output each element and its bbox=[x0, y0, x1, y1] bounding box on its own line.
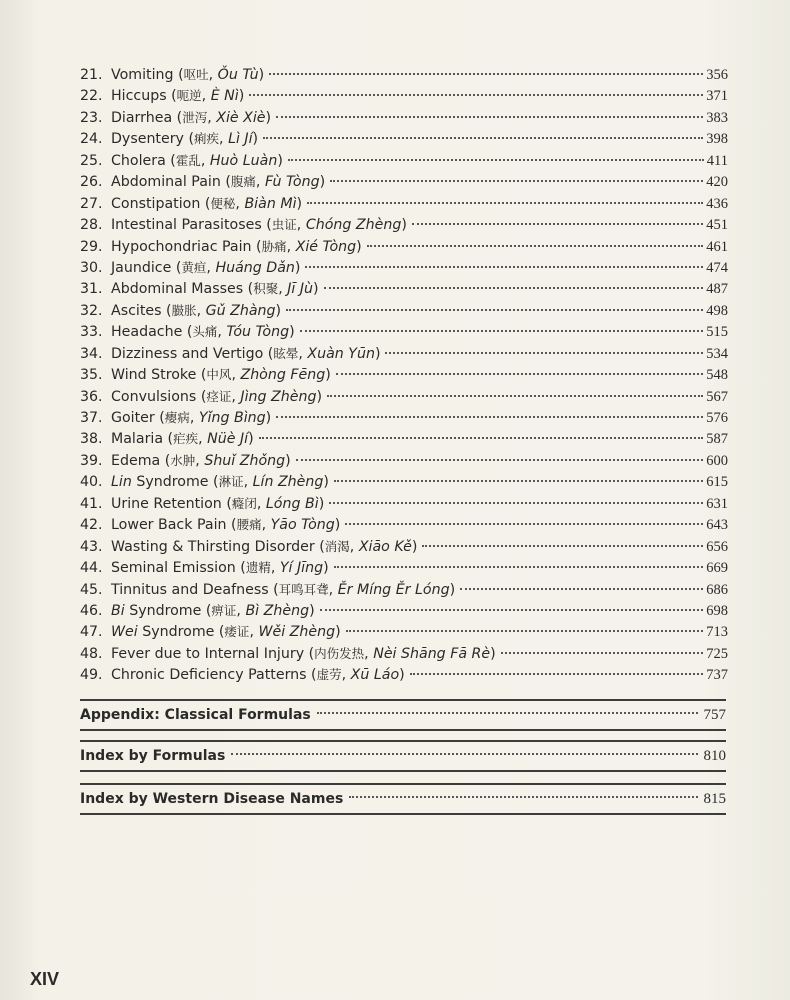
entry-number: 29. bbox=[80, 238, 103, 255]
entry-title: Urine Retention (癃闭, Lóng Bì) bbox=[111, 495, 325, 512]
entry-page-number: 534 bbox=[706, 345, 728, 362]
toc-entry[interactable] bbox=[80, 171, 728, 192]
entry-pinyin: Ěr Míng Ěr Lóng bbox=[337, 581, 450, 598]
toc-entry[interactable] bbox=[80, 600, 728, 621]
entry-title: Vomiting (呕吐, Ǒu Tù) bbox=[111, 67, 265, 83]
entry-number: 42. bbox=[80, 517, 103, 534]
dot-leader bbox=[231, 753, 697, 755]
entry-page-number: 548 bbox=[706, 367, 728, 384]
entry-number: 21. bbox=[80, 67, 103, 83]
dot-leader bbox=[410, 673, 704, 675]
entry-number: 45. bbox=[80, 581, 103, 598]
entry-title: Convulsions (痉证, Jìng Zhèng) bbox=[111, 388, 323, 405]
entry-pinyin: Gǔ Zhàng bbox=[205, 302, 276, 319]
entry-number: 46. bbox=[80, 602, 103, 619]
toc-entry[interactable] bbox=[80, 643, 728, 664]
entry-english-title: Jaundice bbox=[111, 259, 172, 276]
entry-english-title: Abdominal Masses bbox=[111, 281, 244, 298]
toc-entry[interactable] bbox=[80, 257, 728, 278]
toc-entry[interactable] bbox=[80, 214, 728, 235]
entry-title: Tinnitus and Deafness (耳鸣耳聋, Ěr Míng Ěr Lóng) bbox=[111, 581, 456, 598]
toc-entry[interactable] bbox=[80, 386, 728, 407]
entry-pinyin: Yí Jīng bbox=[279, 560, 324, 577]
dot-leader bbox=[276, 116, 703, 118]
dot-leader bbox=[327, 395, 703, 397]
entry-page-number: 576 bbox=[706, 410, 728, 426]
entry-english-title: Bi Syndrome bbox=[111, 602, 202, 619]
toc-entry[interactable] bbox=[80, 557, 728, 578]
entry-chinese: 水肿 bbox=[170, 452, 196, 468]
entry-chinese: 癃闭 bbox=[231, 495, 257, 511]
entry-title: Ascites (臌胀, Gǔ Zhàng) bbox=[111, 302, 282, 319]
entry-number: 30. bbox=[80, 259, 103, 276]
dot-leader bbox=[329, 502, 703, 504]
entry-title: Edema (水肿, Shuǐ Zhǒng) bbox=[111, 452, 291, 469]
entry-number: 37. bbox=[80, 410, 103, 426]
entry-title: Lower Back Pain (腰痛, Yāo Tòng) bbox=[111, 517, 341, 534]
entry-chinese: 淋证 bbox=[218, 474, 244, 490]
dot-leader bbox=[296, 459, 704, 461]
entry-english-title: Intestinal Parasitoses bbox=[111, 217, 262, 234]
entry-english-title: Hypochondriac Pain bbox=[111, 238, 252, 255]
toc-entry[interactable] bbox=[80, 621, 728, 642]
dot-leader bbox=[276, 416, 703, 418]
entry-page-number: 451 bbox=[706, 217, 728, 234]
entry-pinyin: Huò Luàn bbox=[209, 152, 278, 169]
toc-entry[interactable] bbox=[80, 278, 728, 299]
dot-leader bbox=[334, 480, 703, 482]
toc-entry[interactable] bbox=[80, 364, 728, 385]
entry-title: Dysentery (痢疾, Lì Jí) bbox=[111, 131, 259, 148]
entry-title: Abdominal Pain (腹痛, Fù Tòng) bbox=[111, 174, 326, 191]
toc-entry[interactable] bbox=[80, 579, 728, 600]
entry-english-title: Wasting & Thirsting Disorder bbox=[111, 538, 315, 555]
entry-page-number: 383 bbox=[706, 109, 728, 126]
toc-entry[interactable] bbox=[80, 150, 728, 171]
entry-page-number: 420 bbox=[706, 174, 728, 191]
entry-english-title: Edema bbox=[111, 452, 161, 469]
entry-pinyin: Lóng Bì bbox=[265, 495, 319, 512]
entry-chinese: 遗精 bbox=[245, 560, 271, 576]
entry-pinyin: Wěi Zhèng bbox=[258, 624, 336, 641]
entry-english-title: Seminal Emission bbox=[111, 560, 236, 577]
entry-chinese: 瘿病 bbox=[164, 410, 190, 425]
entry-number: 43. bbox=[80, 538, 103, 555]
entry-title: Chronic Deficiency Patterns (虚劳, Xū Láo) bbox=[111, 667, 405, 684]
entry-pinyin: Xié Tòng bbox=[295, 238, 357, 255]
entry-title: Hypochondriac Pain (胁痛, Xié Tòng) bbox=[111, 238, 362, 255]
dot-leader bbox=[336, 373, 703, 375]
entry-number: 33. bbox=[80, 324, 103, 341]
entry-chinese: 虫证 bbox=[271, 217, 297, 233]
entry-page-number: 567 bbox=[706, 388, 728, 405]
entry-title: Malaria (疟疾, Nüè Jí) bbox=[111, 431, 254, 448]
dot-leader bbox=[324, 287, 704, 289]
entry-pinyin: Nüè Jí bbox=[207, 431, 249, 448]
entry-chinese: 积聚 bbox=[253, 281, 279, 297]
entry-page-number: 669 bbox=[706, 560, 728, 577]
page-number: XIV bbox=[30, 969, 60, 989]
entry-english-title: Constipation bbox=[111, 195, 201, 212]
dot-leader bbox=[288, 159, 704, 161]
dot-leader bbox=[422, 545, 703, 547]
dot-leader bbox=[385, 352, 703, 354]
entry-chinese: 呕吐 bbox=[183, 67, 209, 82]
entry-english-title: Diarrhea bbox=[111, 109, 173, 126]
entry-chinese: 疟疾 bbox=[173, 431, 199, 447]
entry-number: 36. bbox=[80, 388, 103, 405]
entry-number: 44. bbox=[80, 560, 103, 577]
entry-title: Abdominal Masses (积聚, Jī Jù) bbox=[111, 281, 319, 298]
entry-number: 25. bbox=[80, 152, 103, 169]
entry-pinyin: Lín Zhèng bbox=[252, 474, 324, 491]
entry-number: 38. bbox=[80, 431, 103, 448]
entry-pinyin: Huáng Dǎn bbox=[215, 259, 295, 276]
entry-number: 48. bbox=[80, 645, 103, 662]
toc-entry[interactable] bbox=[80, 493, 728, 514]
section-page: 815 bbox=[703, 790, 726, 807]
entry-pinyin: Xuàn Yūn bbox=[307, 345, 375, 362]
entry-number: 39. bbox=[80, 452, 103, 469]
entry-page-number: 487 bbox=[706, 281, 728, 298]
entry-title: Diarrhea (泄泻, Xiè Xiè) bbox=[111, 109, 272, 126]
dot-leader bbox=[317, 712, 698, 714]
entry-number: 31. bbox=[80, 281, 103, 298]
toc-entry[interactable] bbox=[80, 321, 728, 342]
entry-number: 27. bbox=[80, 195, 103, 212]
entry-english-title: Abdominal Pain bbox=[111, 174, 221, 191]
toc-entry[interactable] bbox=[80, 514, 728, 535]
entry-english-title: Goiter bbox=[111, 410, 155, 426]
section-index-by-formulas[interactable] bbox=[80, 740, 726, 772]
dot-leader bbox=[501, 652, 704, 654]
toc-entry[interactable] bbox=[80, 107, 728, 128]
entry-english-title: Headache bbox=[111, 324, 183, 341]
entry-pinyin: Yāo Tòng bbox=[270, 517, 335, 534]
entry-pinyin: Yǐng Bìng bbox=[198, 410, 266, 426]
section-title: Index by Western Disease Names bbox=[80, 791, 344, 807]
entry-page-number: 587 bbox=[706, 431, 728, 448]
entry-page-number: 615 bbox=[706, 474, 728, 491]
entry-english-title: Wei Syndrome bbox=[111, 624, 215, 641]
dot-leader bbox=[412, 223, 703, 225]
dot-leader bbox=[300, 330, 704, 332]
entry-page-number: 713 bbox=[706, 624, 728, 641]
entry-number: 47. bbox=[80, 624, 103, 641]
entry-number: 24. bbox=[80, 131, 103, 148]
dot-leader bbox=[460, 588, 703, 590]
entry-pinyin: Tóu Tòng bbox=[226, 324, 290, 341]
entry-chinese: 中风 bbox=[206, 367, 232, 383]
entry-pinyin: Jìng Zhèng bbox=[240, 388, 317, 405]
entry-title: Wei Syndrome (痿证, Wěi Zhèng) bbox=[111, 624, 341, 641]
entry-chinese: 耳鸣耳聋 bbox=[278, 581, 329, 597]
section-appendix-classical-formulas[interactable] bbox=[80, 699, 726, 731]
entry-number: 35. bbox=[80, 367, 103, 384]
dot-leader bbox=[320, 609, 704, 611]
table-of-contents bbox=[80, 64, 728, 686]
entry-page-number: 600 bbox=[706, 452, 728, 469]
entry-english-title: Ascites bbox=[111, 302, 162, 319]
entry-pinyin: Zhòng Fēng bbox=[240, 367, 326, 384]
entry-title: Seminal Emission (遗精, Yí Jīng) bbox=[111, 560, 329, 577]
entry-chinese: 痢疾 bbox=[194, 131, 220, 147]
entry-pinyin: Biàn Mì bbox=[244, 195, 297, 212]
toc-entry[interactable] bbox=[80, 471, 728, 492]
entry-page-number: 411 bbox=[706, 152, 728, 169]
dot-leader bbox=[367, 245, 704, 247]
dot-leader bbox=[307, 202, 703, 204]
entry-chinese: 痉证 bbox=[206, 388, 232, 404]
entry-pinyin: Shuǐ Zhǒng bbox=[204, 452, 286, 469]
entry-chinese: 胁痛 bbox=[261, 238, 287, 254]
entry-title: Lin Syndrome (淋证, Lín Zhèng) bbox=[111, 474, 329, 491]
entry-chinese: 泄泻 bbox=[182, 109, 208, 125]
entry-number: 26. bbox=[80, 174, 103, 191]
dot-leader bbox=[349, 796, 697, 798]
entry-chinese: 便秘 bbox=[210, 195, 236, 211]
toc-entry[interactable] bbox=[80, 428, 728, 449]
entry-title: Wasting & Thirsting Disorder (消渴, Xiāo Kě) bbox=[111, 538, 418, 555]
entry-title: Jaundice (黄疸, Huáng Dǎn) bbox=[111, 259, 301, 276]
entry-chinese: 痿证 bbox=[224, 624, 250, 640]
section-title: Index by Formulas bbox=[80, 748, 226, 764]
dot-leader bbox=[305, 266, 703, 268]
entry-pinyin: È Nì bbox=[210, 88, 239, 105]
entry-english-title: Dizziness and Vertigo bbox=[111, 345, 264, 362]
entry-page-number: 631 bbox=[706, 495, 728, 512]
dot-leader bbox=[249, 94, 703, 96]
entry-pinyin: Chóng Zhèng bbox=[305, 217, 402, 234]
entry-number: 34. bbox=[80, 345, 103, 362]
entry-chinese: 消渴 bbox=[324, 538, 350, 554]
entry-pinyin: Jī Jù bbox=[287, 281, 314, 298]
entry-number: 32. bbox=[80, 302, 103, 319]
entry-pinyin: Lì Jí bbox=[228, 131, 253, 148]
dot-leader bbox=[269, 73, 703, 75]
entry-pinyin: Xiè Xiè bbox=[216, 109, 266, 126]
entry-chinese: 霍乱 bbox=[175, 152, 201, 168]
entry-english-title: Lin Syndrome bbox=[111, 474, 209, 491]
section-index-by-western-disease-names[interactable] bbox=[80, 783, 726, 815]
entry-number: 41. bbox=[80, 495, 103, 512]
entry-page-number: 686 bbox=[706, 581, 728, 598]
entry-pinyin: Xiāo Kě bbox=[358, 538, 412, 555]
entry-page-number: 461 bbox=[706, 238, 728, 255]
entry-page-number: 515 bbox=[706, 324, 728, 341]
entry-english-title: Vomiting bbox=[111, 67, 174, 83]
entry-chinese: 臌胀 bbox=[171, 302, 197, 318]
entry-page-number: 398 bbox=[706, 131, 728, 148]
section-title: Appendix: Classical Formulas bbox=[80, 707, 311, 723]
toc-entry[interactable] bbox=[80, 64, 728, 85]
entry-title: Goiter (瘿病, Yǐng Bìng) bbox=[111, 410, 272, 426]
entry-english-title: Malaria bbox=[111, 431, 164, 448]
toc-entry[interactable] bbox=[80, 300, 728, 321]
entry-title: Hiccups (呃逆, È Nì) bbox=[111, 88, 245, 105]
entry-page-number: 725 bbox=[706, 645, 728, 662]
entry-chinese: 内伤发热 bbox=[314, 645, 365, 661]
toc-entry[interactable] bbox=[80, 407, 728, 428]
dot-leader bbox=[259, 437, 704, 439]
toc-entry[interactable] bbox=[80, 193, 728, 214]
entry-page-number: 737 bbox=[706, 667, 728, 684]
entry-page-number: 656 bbox=[706, 538, 728, 555]
entry-english-title: Urine Retention bbox=[111, 495, 222, 512]
toc-entry[interactable] bbox=[80, 664, 728, 685]
toc-entry[interactable] bbox=[80, 536, 728, 557]
entry-page-number: 643 bbox=[706, 517, 728, 534]
dot-leader bbox=[334, 566, 704, 568]
entry-chinese: 痹证 bbox=[211, 602, 237, 618]
entry-pinyin: Bì Zhèng bbox=[245, 602, 310, 619]
entry-page-number: 356 bbox=[706, 67, 728, 83]
entry-page-number: 474 bbox=[706, 259, 728, 276]
entry-english-title: Lower Back Pain bbox=[111, 517, 227, 534]
entry-title: Fever due to Internal Injury (内伤发热, Nèi Shāng Fā Rè) bbox=[111, 645, 496, 662]
entry-title: Dizziness and Vertigo (眩晕, Xuàn Yūn) bbox=[111, 345, 381, 362]
entry-chinese: 腹痛 bbox=[230, 174, 256, 190]
entry-number: 28. bbox=[80, 217, 103, 234]
dot-leader bbox=[345, 523, 703, 525]
entry-english-title: Fever due to Internal Injury bbox=[111, 645, 305, 662]
entry-english-title: Tinnitus and Deafness bbox=[111, 581, 269, 598]
entry-chinese: 虚劳 bbox=[316, 667, 342, 683]
entry-title: Cholera (霍乱, Huò Luàn) bbox=[111, 152, 283, 169]
entry-page-number: 698 bbox=[706, 602, 728, 619]
entry-page-number: 371 bbox=[706, 88, 728, 105]
entry-english-title: Hiccups bbox=[111, 88, 167, 105]
entry-title: Wind Stroke (中风, Zhòng Fēng) bbox=[111, 367, 331, 384]
entry-english-title: Wind Stroke bbox=[111, 367, 197, 384]
entry-title: Intestinal Parasitoses (虫证, Chóng Zhèng) bbox=[111, 217, 407, 234]
entry-pinyin: Fù Tòng bbox=[264, 174, 320, 191]
toc-entry[interactable] bbox=[80, 236, 728, 257]
entry-english-title: Chronic Deficiency Patterns bbox=[111, 667, 307, 684]
dot-leader bbox=[346, 630, 704, 632]
entry-english-title: Convulsions bbox=[111, 388, 197, 405]
entry-page-number: 498 bbox=[706, 302, 728, 319]
entry-pinyin: Nèi Shāng Fā Rè bbox=[373, 645, 491, 662]
entry-number: 40. bbox=[80, 474, 103, 491]
toc-entry[interactable] bbox=[80, 343, 728, 364]
dot-leader bbox=[330, 180, 703, 182]
entry-chinese: 眩晕 bbox=[273, 345, 299, 361]
entry-pinyin: Ǒu Tù bbox=[217, 67, 259, 83]
toc-entry[interactable] bbox=[80, 128, 728, 149]
entry-chinese: 头痛 bbox=[192, 324, 218, 340]
entry-english-title: Dysentery bbox=[111, 131, 184, 148]
entry-chinese: 呃逆 bbox=[176, 88, 202, 104]
entry-pinyin: Xū Láo bbox=[350, 667, 400, 684]
entry-page-number: 436 bbox=[706, 195, 728, 212]
toc-entry[interactable] bbox=[80, 85, 728, 106]
entry-chinese: 黄疸 bbox=[181, 259, 207, 275]
entry-number: 22. bbox=[80, 88, 103, 105]
dot-leader bbox=[286, 309, 703, 311]
entry-title: Constipation (便秘, Biàn Mì) bbox=[111, 195, 303, 212]
entry-title: Headache (头痛, Tóu Tòng) bbox=[111, 324, 295, 341]
entry-english-title: Cholera bbox=[111, 152, 166, 169]
toc-entry[interactable] bbox=[80, 450, 728, 471]
entry-chinese: 腰痛 bbox=[236, 517, 262, 533]
entry-number: 23. bbox=[80, 109, 103, 126]
section-page: 757 bbox=[703, 706, 726, 723]
entry-number: 49. bbox=[80, 667, 103, 684]
dot-leader bbox=[263, 137, 703, 139]
section-page: 810 bbox=[703, 747, 726, 764]
entry-title: Bi Syndrome (痹证, Bì Zhèng) bbox=[111, 602, 315, 619]
